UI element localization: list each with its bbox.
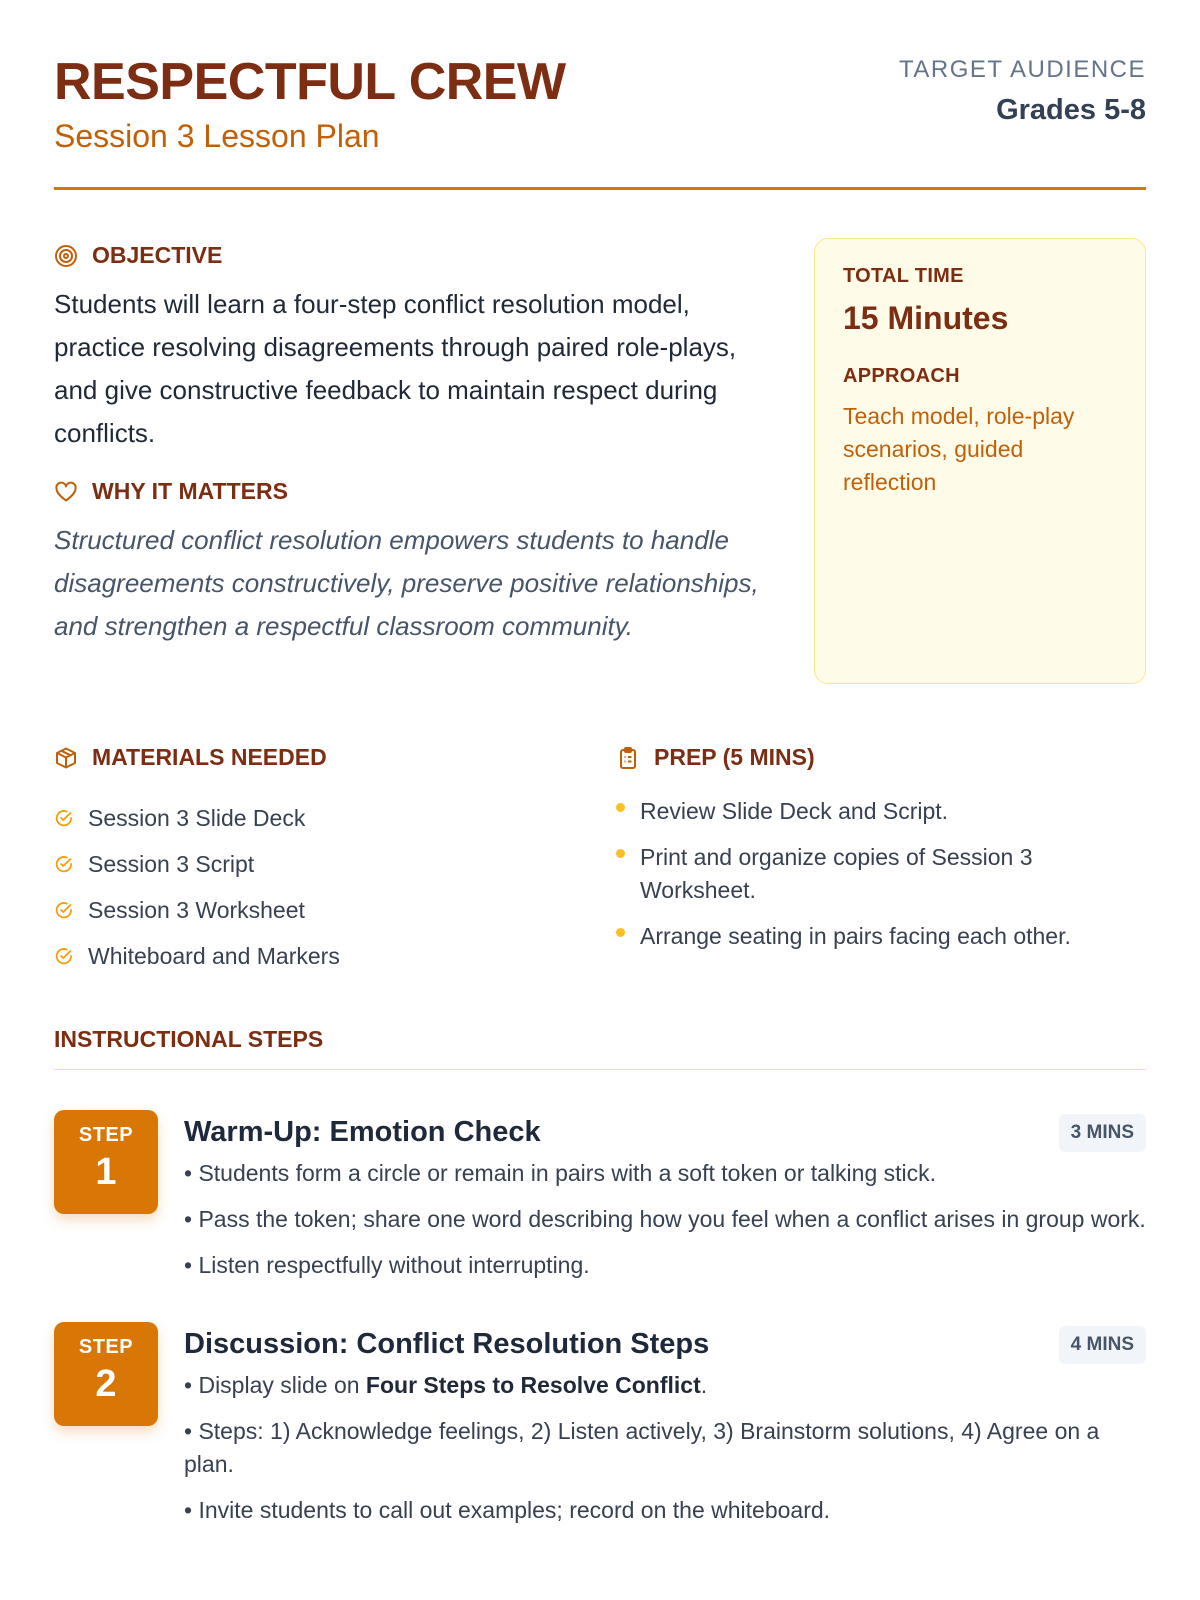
material-text: Session 3 Worksheet [88, 896, 305, 923]
list-item: • Invite students to call out examples; record on the whiteboard. [184, 1497, 831, 1523]
why-heading [54, 478, 774, 505]
step-2 [54, 1322, 1146, 1527]
bullet-dot [616, 803, 625, 812]
why-section [54, 478, 774, 648]
step-title: Warm-Up: Emotion Check [184, 1116, 541, 1148]
list-item: • Display slide on Four Steps to Resolve Conflict. [184, 1372, 708, 1398]
summary-card [814, 238, 1146, 684]
why-text: Structured conflict resolution empowers students to handle disagreements constructively, preserve positive relationships, and strengthen a respectful classroom community. [54, 525, 759, 641]
step-badge-label: STEP [78, 1124, 134, 1146]
material-text: Session 3 Script [88, 850, 255, 877]
why-label: WHY IT MATTERS [92, 478, 288, 504]
bullet-emphasis: Four Steps to Resolve Conflict [365, 1372, 701, 1398]
bullet-text: Invite students to call out examples; record on the whiteboard. [198, 1497, 831, 1523]
box-icon [54, 746, 78, 770]
target-audience [899, 56, 1146, 127]
material-text: Session 3 Slide Deck [88, 804, 306, 831]
bullet-text: . [700, 1372, 708, 1398]
list-item [54, 933, 574, 979]
prep-text: Print and organize copies of Session 3 Worksheet. [640, 844, 1033, 903]
bullet-text: Steps: 1) Acknowledge feelings, 2) Listen actively, 3) Brainstorm solutions, 4) Agree on a plan. [184, 1418, 1100, 1477]
step-1 [54, 1110, 1146, 1282]
list-item [54, 841, 574, 887]
overview-section [54, 190, 1146, 710]
step-bullets [184, 1369, 1146, 1527]
bullet-dot [616, 928, 625, 937]
steps-heading: INSTRUCTIONAL STEPS [54, 1026, 1146, 1070]
step-duration-badge: 4 MINS [1059, 1326, 1146, 1364]
bullet-text: Display slide on [198, 1372, 366, 1398]
objective-section [54, 242, 774, 455]
list-item: • Steps: 1) Acknowledge feelings, 2) Listen actively, 3) Brainstorm solutions, 4) Agree on a plan. [184, 1418, 1100, 1477]
check-circle-icon [54, 854, 74, 874]
materials-label: MATERIALS NEEDED [92, 744, 327, 770]
list-item [54, 887, 574, 933]
materials-prep-section [54, 710, 1146, 1026]
objective-heading [54, 242, 774, 269]
step-duration-badge: 3 MINS [1059, 1114, 1146, 1152]
page-title: RESPECTFUL CREW [54, 53, 566, 111]
list-item: • Students form a circle or remain in pairs with a soft token or talking stick. [184, 1160, 937, 1186]
bullet-text: Listen respectfully without interrupting. [198, 1252, 590, 1278]
prep-label: PREP (5 MINS) [654, 744, 815, 770]
prep-text: Arrange seating in pairs facing each other. [640, 923, 1071, 949]
instructional-steps [54, 1026, 1146, 1527]
bullet-dot [616, 849, 625, 858]
total-time-label: TOTAL TIME [843, 265, 964, 287]
material-text: Whiteboard and Markers [88, 942, 340, 969]
step-number: 2 [95, 1363, 117, 1405]
total-time-value: 15 Minutes [843, 300, 1009, 336]
prep-section [616, 744, 1146, 966]
audience-label: TARGET AUDIENCE [899, 56, 1146, 83]
step-badge-label: STEP [78, 1336, 134, 1358]
target-icon [54, 244, 78, 268]
approach-value: Teach model, role-play scenarios, guided reflection [843, 403, 1075, 495]
step-title: Discussion: Conflict Resolution Steps [184, 1328, 710, 1360]
list-item [616, 795, 1146, 828]
step-badge [54, 1322, 158, 1426]
check-circle-icon [54, 808, 74, 828]
step-bullets [184, 1157, 1146, 1282]
prep-text: Review Slide Deck and Script. [640, 798, 949, 824]
bullet-text: Students form a circle or remain in pairs with a soft token or talking stick. [198, 1160, 937, 1186]
list-item [616, 920, 1146, 953]
materials-heading [54, 744, 574, 771]
check-circle-icon [54, 900, 74, 920]
list-item: • Listen respectfully without interrupting. [184, 1252, 590, 1278]
list-item [54, 795, 574, 841]
objective-text: Students will learn a four-step conflict resolution model, practice resolving disagreements through paired role-plays, and give constructive feedback to maintain respect during conflicts. [54, 289, 737, 448]
prep-heading [616, 744, 1146, 771]
audience-value: Grades 5-8 [996, 94, 1146, 126]
check-circle-icon [54, 946, 74, 966]
list-item: • Pass the token; share one word describing how you feel when a conflict arises in group work. [184, 1206, 1146, 1232]
header [54, 0, 1146, 190]
heart-icon [54, 480, 78, 504]
bullet-text: Pass the token; share one word describing how you feel when a conflict arises in group work. [198, 1206, 1146, 1232]
prep-list [616, 795, 1146, 953]
list-item [616, 841, 1146, 907]
step-badge [54, 1110, 158, 1214]
materials-section [54, 744, 574, 979]
materials-list [54, 795, 574, 979]
clipboard-icon [616, 746, 640, 770]
step-number: 1 [95, 1151, 117, 1193]
objective-label: OBJECTIVE [92, 242, 223, 268]
approach-label: APPROACH [843, 365, 960, 387]
page-subtitle: Session 3 Lesson Plan [54, 118, 380, 154]
